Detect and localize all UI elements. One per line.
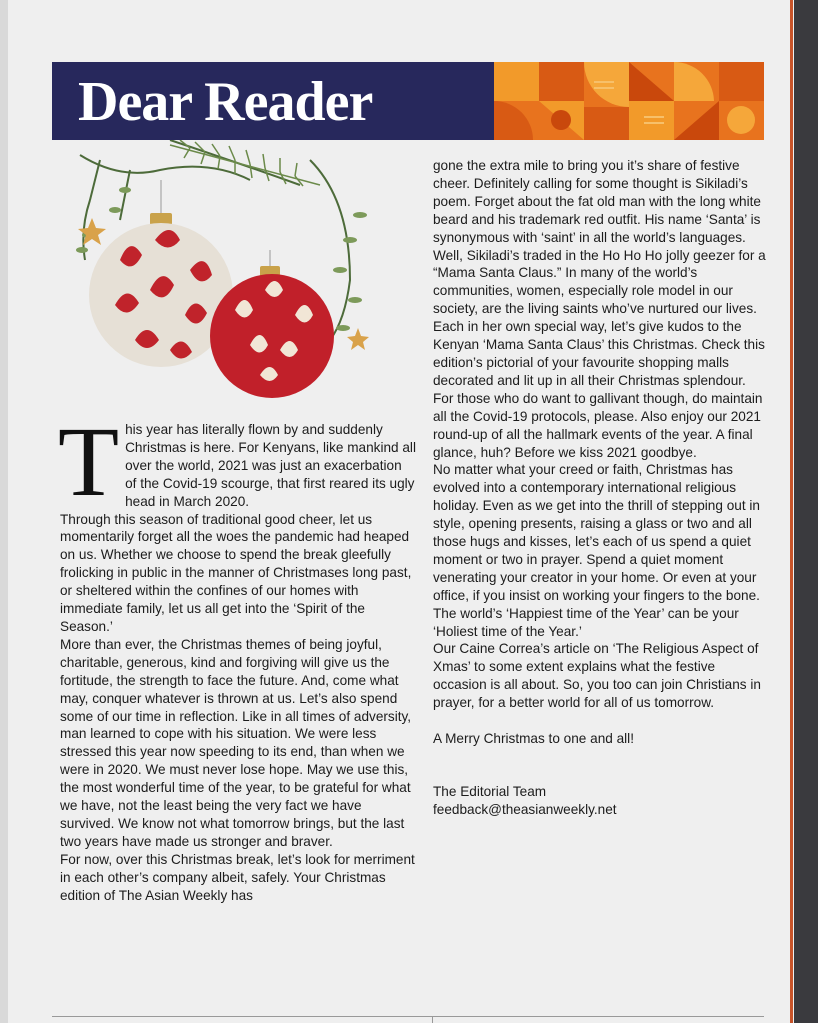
- geometric-pattern-icon: [494, 62, 764, 140]
- article-left-column: [58, 406, 416, 904]
- bottom-divider-tick: [432, 1016, 433, 1023]
- paragraph-2: Through this season of traditional good cheer, let us momentarily forget all the woes the pandemic had heaped on us. Whether we choose to spend the break gleefully frolicking in public in the manner of Christmases long past, or sheltered within the confines of our homes with immediate family, let us all get into the ‘Spirit of the Season.’: [60, 511, 412, 634]
- paragraph-9: Our Caine Correa’s article on ‘The Religious Aspect of Xmas’ to some extent explains what the festive occasion is all about. So, you too can join Christians in prayer, for a better world for all of us tomorrow.: [433, 641, 761, 711]
- paragraph-8: The world’s ‘Happiest time of the Year’ can be your ‘Holiest time of the Year.’: [433, 605, 739, 639]
- contact-email[interactable]: feedback@theasianweekly.net: [433, 801, 617, 817]
- bottom-divider: [52, 1016, 764, 1017]
- paragraph-5: gone the extra mile to bring you it’s share of festive cheer. Definitely calling for some thought is Sikiladi’s poem. Forget about the fat old man with the long white beard and his trademark red outfit. His name ‘Santa’ is synonymous with ‘saint’ in all the world’s languages.: [433, 158, 761, 245]
- paragraph-3: More than ever, the Christmas themes of being joyful, charitable, generous, kind and forgiving will give us the fortitude, the strength to face the future. And, come what may, conquer whatever is thrown at us. Let’s also spend some of our time in reflection. Like in all times of adversity, man learned to cope with his situation. We were less stressed this year now speeding to its end, than when we were in 2020. We must never lose hope. May we use this, the most wonderful time of the year, to be grateful for what we have, not the least being the very fact we have survived. We know not what tomorrow brings, but the last two years have made us stronger and braver.: [60, 636, 412, 849]
- adjacent-page-edge: [794, 0, 818, 1023]
- signature: The Editorial Team: [433, 783, 547, 799]
- paragraph-1: his year has literally flown by and suddenly Christmas is here. For Kenyans, like mankind all over the world, 2021 was just an exacerbation of the Covid-19 scourge, that first reared its ugly head in March 2020.: [125, 422, 416, 509]
- title-banner: [52, 62, 764, 140]
- page-edge-rule: [790, 0, 793, 1023]
- paragraph-7: No matter what your creed or faith, Christmas has evolved into a contemporary international religious holiday. Even as we get into the thrill of stepping out in style, opening presents, raising a glass or two and all those hugs and kisses, let’s each of us spend a quiet moment or two in prayer. Spend a quiet moment venerating your creator in your home. Or even at your office, if you insist on working your fingers to the bone.: [433, 462, 760, 603]
- paragraph-4: For now, over this Christmas break, let’s look for merriment in each other’s company albeit, safely. Your Christmas edition of The Asian Weekly has: [60, 851, 415, 903]
- drop-cap: T: [58, 406, 120, 517]
- paragraph-6: Well, Sikiladi’s traded in the Ho Ho Ho jolly geezer for a “Mama Santa Claus.” In many of the world’s communities, women, especially role model in our society, are the living saints who’ve nurtured our lives. Each in her own special way, let’s give kudos to the Kenyan ‘Mama Santa Claus’ this Christmas. Check this edition’s pictorial of your favourite shopping malls decorated and lit up in all their Christmas splendour. For those who do want to gallivant though, do maintain all the Covid-19 protocols, please. Also enjoy our 2021 round-up of all the hallmark events of the year. A final glance, huh? Before we kiss 2021 goodbye.: [433, 247, 766, 460]
- closing-greeting: A Merry Christmas to one and all!: [433, 730, 634, 746]
- article-right-column: [433, 157, 767, 819]
- page-title: Dear Reader: [78, 71, 373, 133]
- christmas-ornaments-icon: [60, 140, 390, 410]
